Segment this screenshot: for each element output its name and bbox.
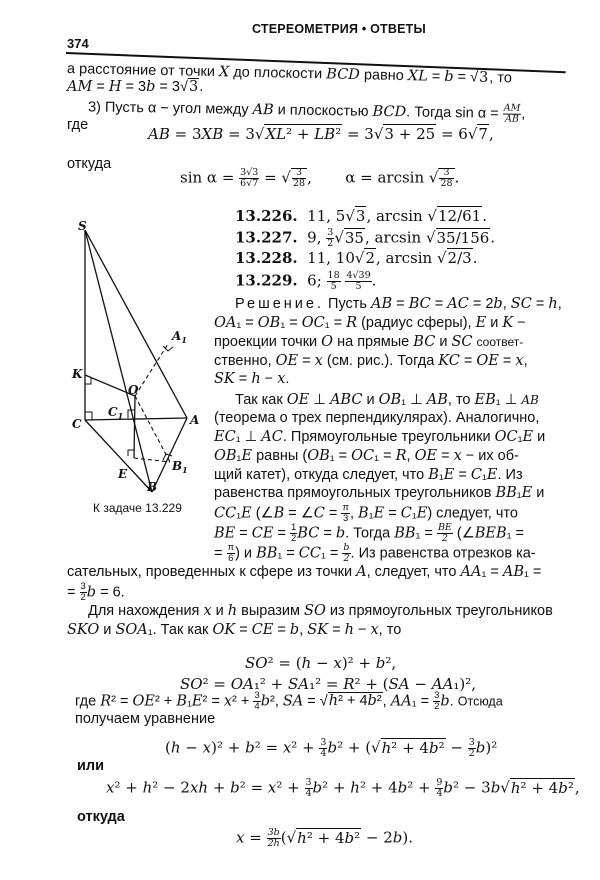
solution-line-15: сательных, проведенных к сфере из точки A, следует, что AA₁ = AB₁ =	[67, 564, 542, 580]
svg-text:E: E	[118, 467, 128, 481]
svg-text:K: K	[72, 367, 83, 381]
equation-5: x = $\frac{3b}{2h}$ (√h² + 4b² − 2b).	[236, 827, 414, 849]
equation-3: (h − x)² + b² = x² + $\frac{3}{4}$ b² + (√h² + 4b² − $\frac{3}{2}$ b)²	[165, 737, 498, 759]
solution-line-4: ственно, OE = x (см. рис.). Тогда KC = OE = x,	[214, 353, 528, 369]
running-title: СТЕРЕОМЕТРИЯ • ОТВЕТЫ	[252, 22, 426, 36]
answer-13-228: 13.228. 11, 10√2, arcsin √2/3.	[235, 249, 478, 267]
solution-line-10: щий катет), откуда следует, что B₁E = C₁E. Из	[214, 467, 523, 483]
svg-text:O: O	[128, 383, 139, 397]
equation-so-1: SO² = (h − x)² + b²,	[245, 654, 397, 672]
equation-sin-alpha: sin α = $\frac{3√3}{6√7}$ = √ $\frac{3}{28}$ , α = arcsin √ $\frac{3}{28}$ .	[180, 167, 460, 189]
answer-13-227: 13.227. 9, $\frac{3}{2}$ √35, arcsin √35/156.	[235, 227, 496, 249]
equation-so-2: SO² = OA₁² + SA₁² = R² + (SA − AA₁)²,	[180, 675, 477, 693]
solution-line-18: SKO и SOA₁. Так как OK = CE = b, SK = h − x, то	[67, 622, 402, 638]
answer-13-226: 13.226. 11, 5√3, arcsin √12/61.	[235, 207, 488, 225]
get-equation-label: получаем уравнение	[75, 711, 216, 727]
figure-label-b: B	[147, 480, 158, 494]
figure-caption: К задаче 13.229	[93, 501, 182, 515]
equation-4: x² + h² − 2xh + b² = x² + $\frac{3}{4}$ b² + h² + 4b² + $\frac{9}{4}$ b² − 3b√h² + 4b²,	[106, 777, 580, 799]
intro-line-2: AM = H = 3b = 3√3.	[67, 79, 204, 95]
svg-text:S: S	[78, 220, 87, 233]
label-otkuda-2: откуда	[77, 809, 125, 825]
intro-line-1: а расстояние от точки X до плоскости BCD равно XL = b = √3, то	[66, 61, 513, 87]
answer-13-229: 13.229. 6; $\frac{18}{5}$ $\frac{4√39}{5}$ .	[235, 270, 377, 292]
solution-line-13: BE = CE = $\frac{1}{2}$ BC = b. Тогда BB₁ = $\frac{BE}{2}$ (∠BEB₁ =	[214, 522, 525, 544]
equation-ab: AB = 3XB = 3√XL² + LB² = 3√3 + 25 = 6√7,	[148, 125, 494, 143]
svg-text:A: A	[190, 413, 200, 427]
label-otkuda-1: откуда	[67, 156, 112, 172]
svg-text:C1: $C_1$	[108, 405, 124, 421]
svg-text:C: C	[72, 417, 82, 431]
solution-line-6: Так как OE ⊥ ABC и OB₁ ⊥ AB, то EB₁ ⊥ AB	[235, 392, 539, 408]
solution-line-3: проекции точки O на прямые BC и SC соответ-	[214, 334, 524, 350]
svg-text:B1: $B_1$	[172, 459, 188, 475]
solution-line-9: OB₁E равны (OB₁ = OC₁ = R, OE = x − их об-	[214, 448, 519, 464]
solution-line-1: Решение. Пусть AB = BC = AC = 2b, SC = h,	[235, 296, 562, 312]
solution-line-5: SK = h − x.	[214, 371, 290, 387]
solution-line-12: CC₁E (∠B = ∠C = $\frac{\pi}{3}$ , B₁E = C₁E) следует, что	[214, 502, 518, 524]
intro-gde: где	[67, 117, 89, 133]
solution-line-14: = $\frac{\pi}{6}$ ) и BB₁ = CC₁ = $\frac{b}{2}$ . Из равенства отрезков ка-	[214, 542, 536, 564]
solution-line-11: равенства прямоугольных треугольников BB₁E и	[214, 485, 545, 501]
intro-line-3: 3) Пусть α − угол между AB и плоскостью BCD. Тогда sin α = $\frac{AM}{AB}$ ,	[87, 99, 526, 125]
solution-line-17: Для нахождения x и h выразим SO из прямоугольных треугольников	[88, 603, 553, 619]
where-line: где R² = OE² + B₁E² = x² + $\frac{3}{4}$ b², SA = √h² + 4b², AA₁ = $\frac{3}{2}$ b. Отсюда	[75, 690, 503, 712]
svg-text:A1: $A_1$	[172, 329, 187, 345]
page-number: 374	[67, 36, 89, 51]
solution-line-2: OA₁ = OB₁ = OC₁ = R (радиус сферы), E и K −	[214, 315, 526, 331]
pyramid-figure	[60, 220, 210, 500]
solution-line-7: (теорема о трех перпендикулярах). Аналогично,	[214, 410, 540, 426]
solution-line-16: = $\frac{3}{2}$ b = 6.	[67, 581, 125, 603]
label-ili: или	[77, 758, 105, 774]
solution-line-8: EC₁ ⊥ AC. Прямоугольные треугольники OC₁E и	[214, 429, 546, 445]
